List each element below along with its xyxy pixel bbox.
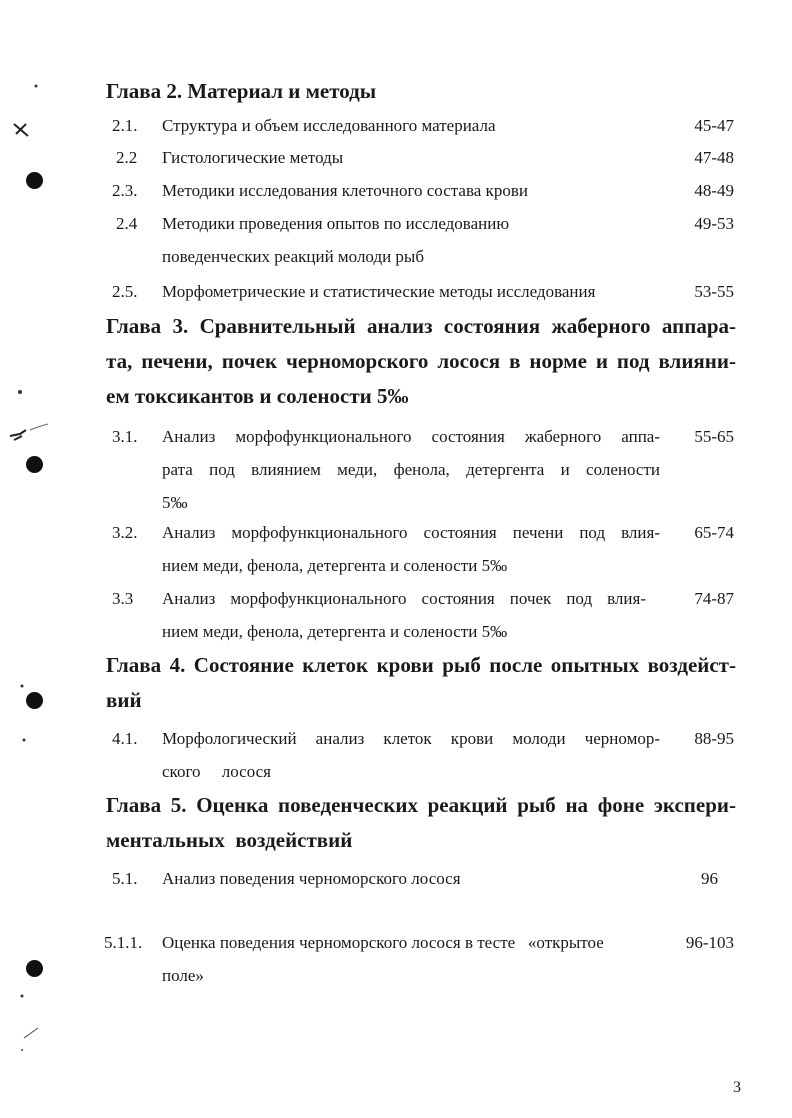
chapter-5-heading: Глава 5. Оценка поведенческих реакций рыб на фоне экспери- ментальных воздействий <box>106 793 736 852</box>
entry-number: 3.3 <box>112 589 134 608</box>
entry-title: Анализ морфофункционального состояния печени под влия- нием меди, фенола, детергента и солености 5‰ <box>162 523 660 575</box>
chapter-2-heading: Глава 2. Материал и методы <box>106 79 377 103</box>
entry-number: 4.1. <box>112 729 138 748</box>
page-number: 3 <box>733 1079 741 1096</box>
entry-number: 2.5. <box>112 282 138 301</box>
entry-pages: 65-74 <box>694 523 734 542</box>
entry-pages: 88-95 <box>694 729 734 748</box>
entry-number: 2.4 <box>116 214 138 233</box>
entry-title: Методики исследования клеточного состава крови <box>162 181 528 200</box>
entry-pages: 49-53 <box>694 214 734 233</box>
entry-number: 2.1. <box>112 116 138 135</box>
entry-title: Морфологический анализ клеток крови молоди черномор- ского лосося <box>162 729 660 781</box>
entry-pages: 74-87 <box>694 589 734 608</box>
entry-pages: 55-65 <box>694 427 734 446</box>
entry-title: Оценка поведения черноморского лосося в тесте «открытое поле» <box>162 933 604 985</box>
entry-number: 3.2. <box>112 523 138 542</box>
entry-number: 5.1.1. <box>104 933 143 952</box>
entry-title: Методики проведения опытов по исследованию поведенческих реакций молоди рыб <box>162 214 510 266</box>
entry-pages: 53-55 <box>694 282 734 301</box>
entry-number: 2.3. <box>112 181 138 200</box>
entry-pages: 96-103 <box>685 933 734 952</box>
entry-pages: 45-47 <box>694 116 734 135</box>
entry-number: 2.2 <box>116 148 138 167</box>
chapter-3-heading: Глава 3. Сравнительный анализ состояния жаберного аппара- та, печени, почек черноморского лосося в норме и под влияни- ем токсикантов и солености 5‰ <box>106 314 736 408</box>
entry-pages: 48-49 <box>694 181 734 200</box>
entry-pages: 96 <box>701 869 718 888</box>
entry-title: Анализ морфофункционального состояния почек под влия- нием меди, фенола, детергента и солености 5‰ <box>162 589 646 641</box>
entry-title: Анализ морфофункционального состояния жаберного аппа- рата под влиянием меди, фенола, детергента и солености 5‰ <box>162 427 660 512</box>
entry-title: Гистологические методы <box>162 148 344 167</box>
entry-title: Структура и объем исследованного материала <box>162 116 496 135</box>
entry-title: Анализ поведения черноморского лосося <box>162 869 461 888</box>
entry-title: Морфометрические и статистические методы исследования <box>162 282 596 301</box>
entry-pages: 47-48 <box>694 148 734 167</box>
chapter-4-heading: Глава 4. Состояние клеток крови рыб после опытных воздейст- вий <box>106 653 736 712</box>
entry-number: 5.1. <box>112 869 138 888</box>
entry-number: 3.1. <box>112 427 138 446</box>
